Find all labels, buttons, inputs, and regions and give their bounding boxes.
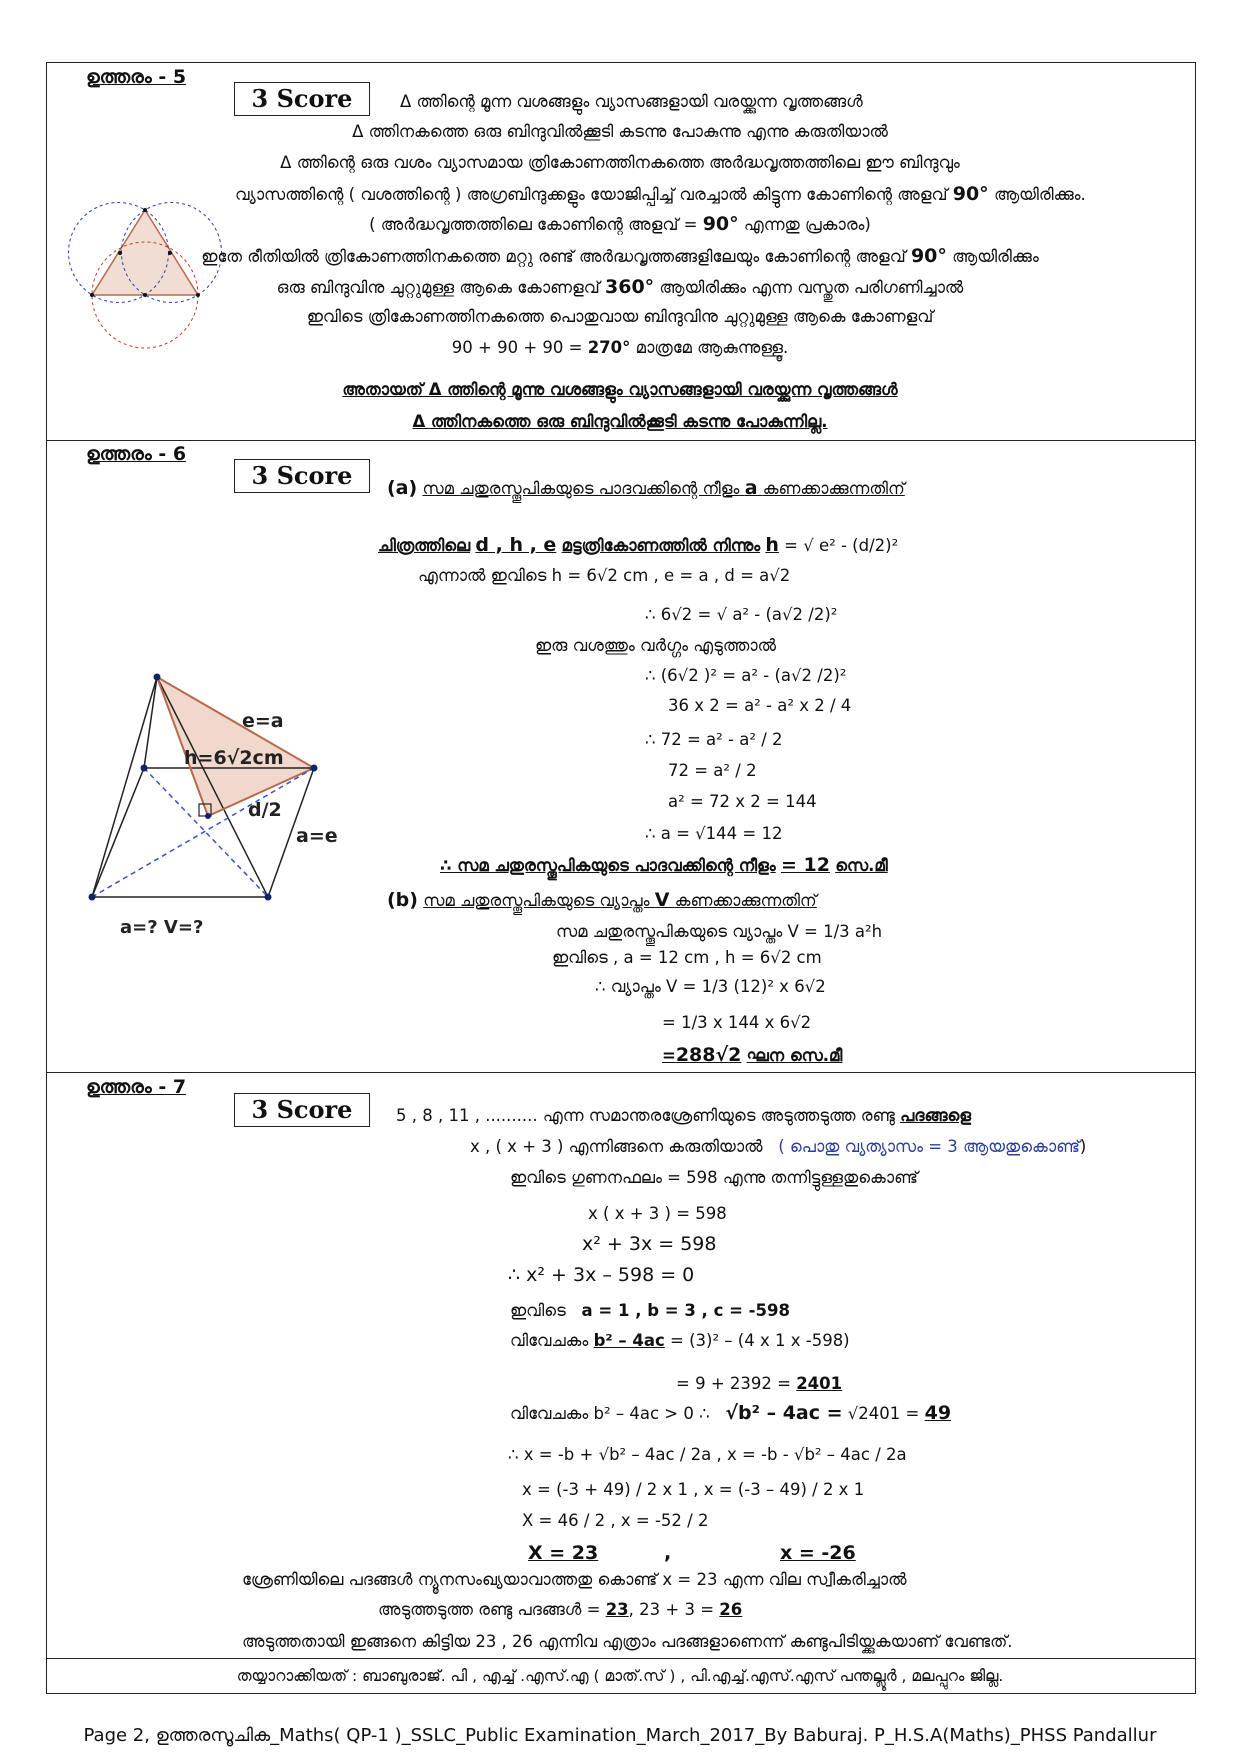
q6-line: ഇരു വശത്തും വർഗ്ഗം എടുത്താൽ: [535, 636, 777, 655]
score-box: 3 Score: [234, 1093, 370, 1127]
fig-label-h: h=6√2cm: [184, 747, 284, 769]
answer-6-label: ഉത്തരം - 6: [86, 443, 187, 465]
q7-line: x ( x + 3 ) = 598: [588, 1204, 727, 1223]
score-box: 3 Score: [234, 459, 370, 493]
part-b-heading: (b) സമ ചതുരസ്തൂപികയുടെ വ്യാപ്തം V കണക്കാക്കുന്നതിന്: [387, 889, 817, 911]
q7-line: x = (-3 + 49) / 2 x 1 , x = (-3 – 49) / 2 x 1: [522, 1480, 865, 1499]
section-divider: [46, 1072, 1196, 1073]
q7-line: അടുത്തടുത്ത രണ്ടു പദങ്ങൾ = 23, 23 + 3 = 26: [378, 1600, 743, 1619]
answer-7-label: ഉത്തരം - 7: [86, 1076, 187, 1098]
section-divider: [46, 1658, 1196, 1659]
q7-line: വിവേചകം b² – 4ac > 0 ∴ √b² – 4ac = √2401 = 49: [510, 1402, 952, 1424]
q6-line: = 1/3 x 144 x 6√2: [662, 1013, 812, 1032]
fig-label-e: e=a: [242, 710, 284, 732]
page-footer: Page 2, ഉത്തരസൂചിക_Maths( QP-1 )_SSLC_Public Examination_March_2017_By Baburaj. P_H.S.A(Maths)_PHSS Pandallur: [83, 1725, 1157, 1746]
section-divider: [46, 440, 1196, 441]
q7-line: വിവേചകം b² – 4ac = (3)² – (4 x 1 x -598): [510, 1331, 850, 1350]
q5-conclusion: Δ ത്തിനകത്തെ ഒരു ബിന്ദുവിൽക്കൂടി കടന്നു പോകുന്നില്ല.: [412, 412, 828, 431]
q7-line: ∴ x = -b + √b² – 4ac / 2a , x = -b - √b² – 4ac / 2a: [508, 1445, 907, 1464]
q5-line: Δ ത്തിന്റെ മൂന്ന വശങ്ങളും വ്യാസങ്ങളായി വരയ്ക്കുന്ന വൃത്തങ്ങൾ: [400, 92, 863, 111]
q5-line: 90 + 90 + 90 = 270° മാത്രമേ ആകുന്നുള്ളൂ.: [451, 338, 789, 357]
q6-line: a² = 72 x 2 = 144: [668, 792, 817, 811]
q7-line: അടുത്തതായി ഇങ്ങനെ കിട്ടിയ 23 , 26 എന്നിവ എത്രാം പദങ്ങളാണെന്ന് കണ്ടുപിടിയ്ക്കുകയാണ് വേണ്ടത്.: [242, 1632, 1013, 1651]
prepared-by-box: [46, 1660, 1196, 1692]
fig-label-d: d/2: [248, 799, 282, 821]
square-pyramid-figure: [84, 670, 354, 940]
q6-line: ∴ 6√2 = √ a² - (a√2 /2)²: [645, 605, 838, 624]
q6-line: സമ ചതുരസ്തൂപികയുടെ വ്യാപ്തം V = 1/3 a²h: [556, 922, 883, 941]
q6-line: ∴ വ്യാപ്തം V = 1/3 (12)² x 6√2: [595, 977, 826, 996]
score-box: 3 Score: [234, 82, 370, 116]
q6-result-a: ∴ സമ ചതുരസ്തൂപികയുടെ പാദവക്കിന്റെ നീളം = 12 സെ.മീ: [440, 854, 888, 876]
q7-line: ഇവിടെ ഗുണനഫലം = 598 എന്നു തന്നിട്ടുള്ളതുകൊണ്ട്: [510, 1168, 918, 1187]
q5-line: Δ ത്തിനകത്തെ ഒരു ബിന്ദുവിൽക്കൂടി കടന്നു പോകുന്നു എന്നു കരുതിയാൽ: [352, 122, 888, 141]
q6-result-b: =288√2 ഘന സെ.മീ: [662, 1044, 843, 1066]
q7-line: ഇവിടെ a = 1 , b = 3 , c = -598: [510, 1301, 790, 1320]
q7-root-separator: ,: [664, 1542, 672, 1564]
q6-line: ചിത്രത്തിലെ d , h , e മട്ടത്രികോണത്തിൽ നിന്നും h = √ e² - (d/2)²: [378, 534, 899, 556]
q6-line: 72 = a² / 2: [668, 761, 757, 780]
q6-line: ∴ a = √144 = 12: [645, 824, 783, 843]
q5-line: ഒരു ബിന്ദുവിനു ചുറ്റുമുള്ള ആകെ കോണളവ് 360° ആയിരിക്കും എന്ന വസ്തുത പരിഗണിച്ചാൽ: [276, 276, 964, 298]
q5-line: ഇവിടെ ത്രികോണത്തിനകത്തെ പൊതുവായ ബിന്ദുവിനു ചുറ്റുമുള്ള ആകെ കോണളവ്: [306, 307, 934, 326]
q6-line: ഇവിടെ , a = 12 cm , h = 6√2 cm: [552, 948, 822, 967]
fig-label-ae: a=e: [296, 825, 338, 847]
q7-line: ശ്രേണിയിലെ പദങ്ങൾ ന്യൂനസംഖ്യയാവാത്തതു കൊണ്ട് x = 23 എന്ന വില സ്വീകരിച്ചാൽ: [242, 1570, 907, 1589]
q7-line: X = 46 / 2 , x = -52 / 2: [522, 1511, 709, 1530]
q7-line: ∴ x² + 3x – 598 = 0: [508, 1264, 695, 1286]
q5-line: ( അർദ്ധവൃത്തത്തിലെ കോണിന്റെ അളവ് = 90° എന്നതു പ്രകാരം): [369, 213, 871, 235]
q5-conclusion: അതായത് Δ ത്തിന്റെ മൂന്നു വശങ്ങളും വ്യാസങ്ങളായി വരയ്ക്കുന്ന വൃത്തങ്ങൾ: [342, 380, 898, 399]
q6-line: 36 x 2 = a² - a² x 2 / 4: [668, 696, 852, 715]
q7-root-2: x = -26: [780, 1542, 856, 1564]
q5-line: ഇതേ രീതിയിൽ ത്രികോണത്തിനകത്തെ മറ്റു രണ്ട് അർദ്ധവൃത്തങ്ങളിലേയും കോണിന്റെ അളവ് 90° ആയിരിക്കും: [201, 245, 1039, 267]
q5-line: വ്യാസത്തിന്റെ ( വശത്തിന്റെ ) അഗ്രബിന്ദുക്കളും യോജിപ്പിച്ച് വരച്ചാൽ കിട്ടുന്ന കോണിന്റെ അളവ് 90° ആയിരിക്കും.: [235, 183, 1086, 205]
q7-line: 5 , 8 , 11 , .......... എന്ന സമാന്തരശ്രേണിയുടെ അടുത്തടുത്ത രണ്ടു പദങ്ങളെ: [396, 1106, 972, 1125]
q6-line: ∴ (6√2 )² = a² - (a√2 /2)²: [645, 666, 847, 685]
q6-line: എന്നാൽ ഇവിടെ h = 6√2 cm , e = a , d = a√2: [418, 566, 791, 585]
q7-root-1: X = 23: [528, 1542, 599, 1564]
part-a-heading: (a) സമ ചതുരസ്തൂപികയുടെ പാദവക്കിന്റെ നീളം a കണക്കാക്കുന്നതിന്: [387, 477, 905, 499]
answer-5-label: ഉത്തരം - 5: [86, 66, 187, 88]
q7-line: = 9 + 2392 = 2401: [676, 1374, 843, 1393]
q7-line: x² + 3x = 598: [582, 1233, 717, 1255]
fig-label-unknowns: a=? V=?: [120, 917, 204, 938]
prepared-by-text: തയ്യാറാക്കിയത് : ബാബുരാജ്. പി , എച്ച് .എസ്.എ ( മാത്.സ് ) , പി.എച്ച്.എസ്.എസ് പന്തല്ലൂർ , മലപ്പുറം ജില്ല.: [236, 1667, 1004, 1685]
q5-line: Δ ത്തിന്റെ ഒരു വശം വ്യാസമായ ത്രികോണത്തിനകത്തെ അർദ്ധവൃത്തത്തിലെ ഈ ബിന്ദുവും: [280, 153, 960, 172]
q7-line: x , ( x + 3 ) എന്നിങ്ങനെ കരുതിയാൽ ( പൊതു വ്യത്യാസം = 3 ആയതുകൊണ്ട്): [470, 1137, 1087, 1156]
q6-line: ∴ 72 = a² - a² / 2: [645, 730, 783, 749]
